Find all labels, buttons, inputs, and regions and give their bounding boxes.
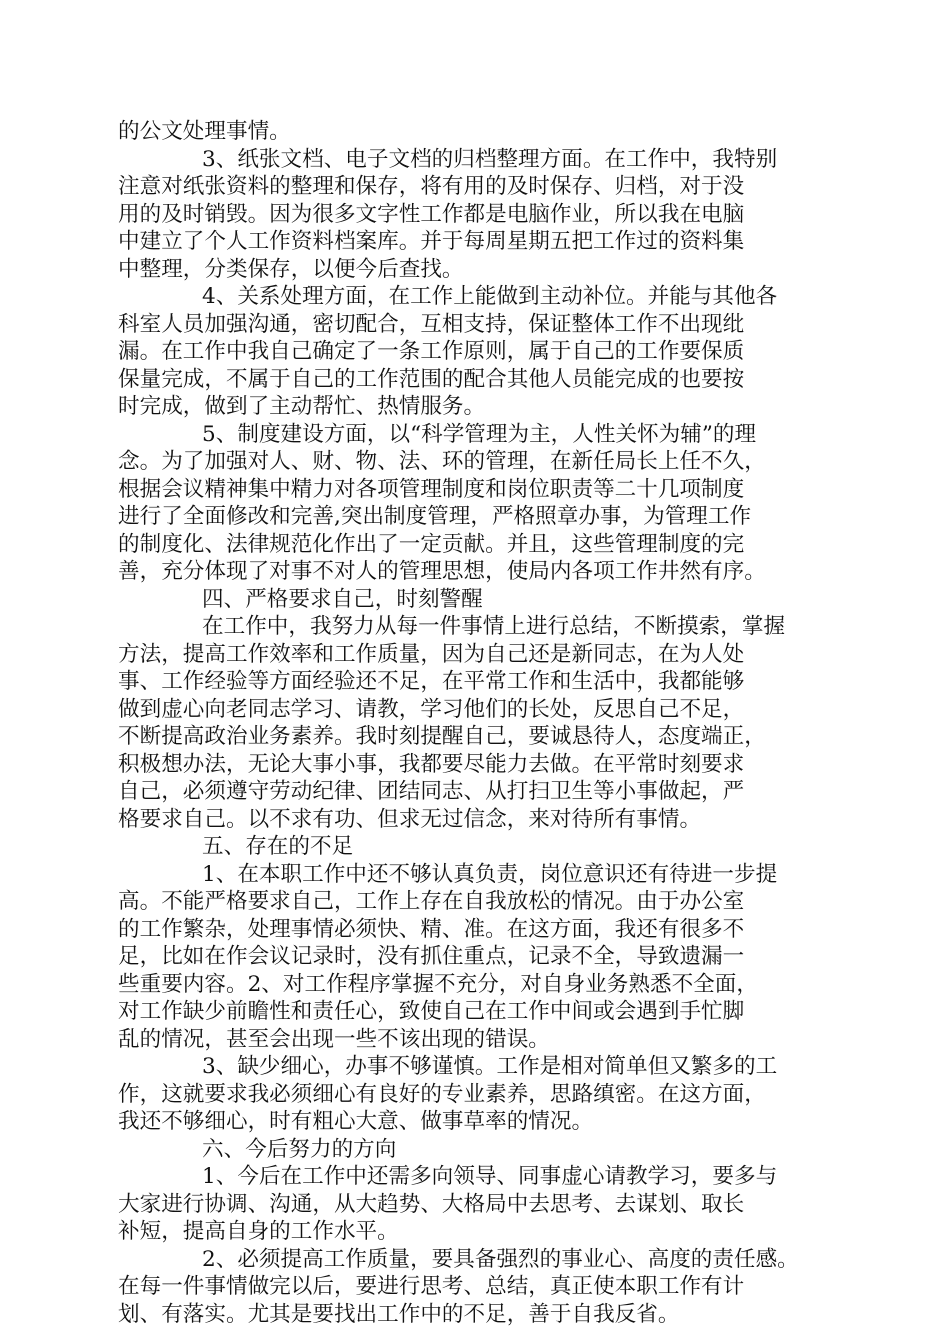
text-line: 足，比如在作会议记录时，没有抓住重点，记录不全，导致遗漏一 — [118, 944, 745, 969]
text-line: 事、工作经验等方面经验还不足，在平常工作和生活中，我都能够 — [118, 669, 745, 694]
text-line: 的公文处理事情。 — [118, 119, 291, 144]
text-line: 不断提高政治业务素养。我时刻提醒自己，要诚恳待人，态度端正， — [118, 724, 766, 749]
text-line: 格要求自己。以不求有功、但求无过信念，来对待所有事情。 — [118, 806, 702, 832]
text-line: 大家进行协调、沟通，从大趋势、大格局中去思考、去谋划、取长 — [118, 1191, 745, 1217]
text-line: 的制度化、法律规范化作出了一定贡献。并且，这些管理制度的完 — [118, 531, 745, 557]
text-line: 1、在本职工作中还不够认真负责，岗位意识还有待进一步提 — [202, 861, 778, 887]
text-line: 中建立了个人工作资料档案库。并于每周星期五把工作过的资料集 — [118, 229, 745, 254]
text-line: 用的及时销毁。因为很多文字性工作都是电脑作业，所以我在电脑 — [118, 201, 745, 227]
text-line: 中整理，分类保存，以便今后查找。 — [118, 256, 464, 282]
text-line: 2、必须提高工作质量，要具备强烈的事业心、高度的责任感。 — [202, 1246, 799, 1272]
text-line: 在每一件事情做完以后，要进行思考、总结，真正使本职工作有计 — [118, 1274, 745, 1299]
text-line: 4、关系处理方面，在工作上能做到主动补位。并能与其他各 — [202, 284, 778, 309]
text-line: 时完成，做到了主动帮忙、热情服务。 — [118, 394, 486, 419]
text-line: 注意对纸张资料的整理和保存，将有用的及时保存、归档，对于没 — [118, 174, 745, 199]
text-line: 些重要内容。2、对工作程序掌握不充分，对自身业务熟悉不全面， — [118, 971, 758, 997]
text-line: 5、制度建设方面，以“科学管理为主，人性关怀为辅”的理 — [202, 421, 757, 447]
text-line: 积极想办法，无论大事小事，我都要尽能力去做。在平常时刻要求 — [118, 751, 745, 777]
text-line: 漏。在工作中我自己确定了一条工作原则，属于自己的工作要保质 — [118, 339, 745, 364]
text-line: 进行了全面修改和完善,突出制度管理，严格照章办事，为管理工作 — [118, 504, 752, 529]
text-line: 方法，提高工作效率和工作质量，因为自己还是新同志，在为人处 — [118, 641, 745, 667]
text-line: 乱的情况，甚至会出现一些不该出现的错误。 — [118, 1026, 550, 1052]
text-line: 对工作缺少前瞻性和责任心，致使自己在工作中间或会遇到手忙脚 — [118, 999, 745, 1024]
text-line: 划、有落实。尤其是要找出工作中的不足，善于自我反省。 — [118, 1301, 680, 1327]
text-line: 高。不能严格要求自己，工作上存在自我放松的情况。由于办公室 — [118, 889, 745, 914]
text-line: 3、纸张文档、电子文档的归档整理方面。在工作中，我特别 — [202, 146, 778, 172]
text-line: 自己，必须遵守劳动纪律、团结同志、从打扫卫生等小事做起，严 — [118, 779, 745, 804]
text-line: 四、严格要求自己，时刻警醒 — [202, 586, 483, 612]
text-line: 作，这就要求我必须细心有良好的专业素养，思路缜密。在这方面， — [118, 1081, 766, 1107]
text-line: 的工作繁杂，处理事情必须快、精、准。在这方面，我还有很多不 — [118, 916, 745, 942]
text-line: 3、缺少细心，办事不够谨慎。工作是相对简单但又繁多的工 — [202, 1054, 778, 1079]
text-line: 做到虚心向老同志学习、请教，学习他们的长处，反思自己不足， — [118, 696, 745, 722]
document-body — [118, 118, 838, 1328]
text-line: 五、存在的不足 — [202, 834, 354, 859]
text-line: 补短，提高自身的工作水平。 — [118, 1219, 399, 1244]
text-line: 念。为了加强对人、财、物、法、环的管理，在新任局长上任不久， — [118, 449, 766, 474]
text-line: 六、今后努力的方向 — [202, 1136, 397, 1162]
text-line: 根据会议精神集中精力对各项管理制度和岗位职责等二十几项制度 — [118, 476, 745, 502]
text-line: 在工作中，我努力从每一件事情上进行总结，不断摸索，掌握 — [202, 614, 786, 639]
text-line: 我还不够细心，时有粗心大意、做事草率的情况。 — [118, 1109, 594, 1134]
text-line: 保量完成，不属于自己的工作范围的配合其他人员能完成的也要按 — [118, 366, 745, 392]
text-line: 1、今后在工作中还需多向领导、同事虚心请教学习，要多与 — [202, 1164, 778, 1189]
text-line: 善，充分体现了对事不对人的管理思想，使局内各项工作井然有序。 — [118, 559, 766, 584]
text-line: 科室人员加强沟通，密切配合，互相支持，保证整体工作不出现纰 — [118, 311, 745, 337]
